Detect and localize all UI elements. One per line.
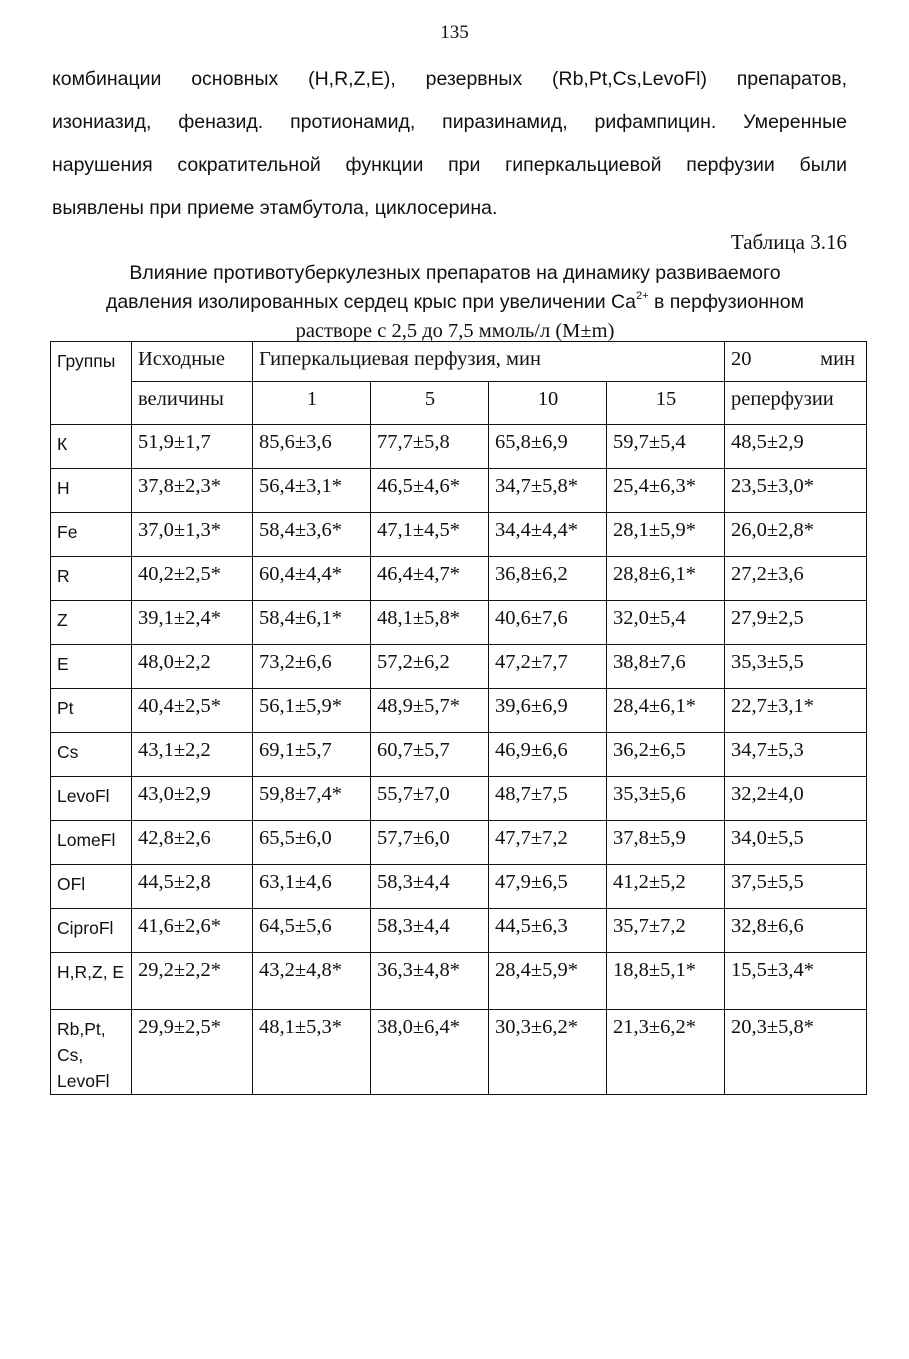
value-cell-t10: 65,8±6,9 [489, 425, 607, 469]
value-cell-t10: 47,9±6,5 [489, 865, 607, 909]
caption-line: растворе с 2,5 до 7,5 ммоль/л (M±m) [295, 320, 615, 342]
header-t15: 15 [607, 382, 725, 425]
value-cell-t5: 36,3±4,8* [371, 953, 489, 1010]
value-cell-t15: 28,8±6,1* [607, 557, 725, 601]
value-cell-t1: 69,1±5,7 [253, 733, 371, 777]
value-cell-t10: 34,7±5,8* [489, 469, 607, 513]
paragraph-line: выявлены при приеме этамбутола, циклосерина. [52, 197, 498, 219]
value-cell-t1: 65,5±6,0 [253, 821, 371, 865]
header-t10: 10 [489, 382, 607, 425]
value-cell-t5: 38,0±6,4* [371, 1010, 489, 1095]
value-cell-initial: 29,2±2,2* [132, 953, 253, 1010]
group-cell: H [51, 469, 132, 513]
value-cell-t15: 59,7±5,4 [607, 425, 725, 469]
value-cell-t1: 56,1±5,9* [253, 689, 371, 733]
caption-text: в перфузионном [648, 291, 805, 313]
value-cell-t15: 28,1±5,9* [607, 513, 725, 557]
table-header-row [51, 342, 867, 382]
value-cell-reperf: 32,8±6,6 [725, 909, 867, 953]
paragraph-line: комбинации основных (H,R,Z,E), резервных (Rb,Pt,Cs,LevoFl) препаратов, [52, 68, 847, 90]
header-reperf-num: 20 [731, 348, 752, 370]
group-cell: E [51, 645, 132, 689]
group-cell: LomeFl [51, 821, 132, 865]
table-row [51, 425, 867, 469]
value-cell-initial: 29,9±2,5* [132, 1010, 253, 1095]
value-cell-reperf: 32,2±4,0 [725, 777, 867, 821]
caption-text: давления изолированных сердец крыс при увеличении Ca [105, 291, 636, 313]
group-cell: R [51, 557, 132, 601]
value-cell-reperf: 48,5±2,9 [725, 425, 867, 469]
value-cell-t1: 73,2±6,6 [253, 645, 371, 689]
value-cell-t10: 47,2±7,7 [489, 645, 607, 689]
table-label: Таблица 3.16 [730, 230, 847, 254]
value-cell-reperf: 35,3±5,5 [725, 645, 867, 689]
value-cell-t5: 46,4±4,7* [371, 557, 489, 601]
group-cell: Cs [51, 733, 132, 777]
table-row [51, 645, 867, 689]
value-cell-t15: 37,8±5,9 [607, 821, 725, 865]
table-caption [40, 259, 870, 346]
value-cell-t15: 38,8±7,6 [607, 645, 725, 689]
value-cell-t10: 44,5±6,3 [489, 909, 607, 953]
caption-line [40, 288, 870, 317]
value-cell-t1: 59,8±7,4* [253, 777, 371, 821]
value-cell-initial: 39,1±2,4* [132, 601, 253, 645]
group-cell: Pt [51, 689, 132, 733]
value-cell-t1: 60,4±4,4* [253, 557, 371, 601]
value-cell-t15: 41,2±5,2 [607, 865, 725, 909]
header-initial-bottom: величины [132, 382, 253, 425]
value-cell-reperf: 23,5±3,0* [725, 469, 867, 513]
table-row [51, 1010, 867, 1095]
header-reperf-top [725, 342, 867, 382]
header-reperf-unit: мин [820, 348, 856, 370]
value-cell-t5: 47,1±4,5* [371, 513, 489, 557]
table-row [51, 909, 867, 953]
table-row [51, 601, 867, 645]
value-cell-t10: 46,9±6,6 [489, 733, 607, 777]
value-cell-t1: 64,5±5,6 [253, 909, 371, 953]
value-cell-reperf: 27,9±2,5 [725, 601, 867, 645]
value-cell-t5: 57,7±6,0 [371, 821, 489, 865]
value-cell-t15: 32,0±5,4 [607, 601, 725, 645]
paragraph-line: нарушения сократительной функции при гиперкальциевой перфузии были [52, 154, 847, 176]
table-row [51, 733, 867, 777]
table-header-row [51, 382, 867, 425]
value-cell-reperf: 27,2±3,6 [725, 557, 867, 601]
value-cell-t10: 48,7±7,5 [489, 777, 607, 821]
value-cell-t10: 30,3±6,2* [489, 1010, 607, 1095]
value-cell-reperf: 22,7±3,1* [725, 689, 867, 733]
value-cell-t1: 85,6±3,6 [253, 425, 371, 469]
value-cell-t5: 48,1±5,8* [371, 601, 489, 645]
table-row [51, 557, 867, 601]
value-cell-initial: 42,8±2,6 [132, 821, 253, 865]
paragraph-line: изониазид, феназид. протионамид, пиразинамид, рифампицин. Умеренные [52, 111, 847, 133]
page-number: 135 [440, 22, 469, 43]
header-reperf-bottom: реперфузии [725, 382, 867, 425]
value-cell-t10: 47,7±7,2 [489, 821, 607, 865]
group-cell: CiproFl [51, 909, 132, 953]
value-cell-t15: 35,7±7,2 [607, 909, 725, 953]
value-cell-reperf: 37,5±5,5 [725, 865, 867, 909]
value-cell-reperf: 26,0±2,8* [725, 513, 867, 557]
header-t1: 1 [253, 382, 371, 425]
value-cell-t10: 40,6±7,6 [489, 601, 607, 645]
group-cell: Rb,Pt, Cs, LevoFl [51, 1010, 132, 1095]
value-cell-t5: 48,9±5,7* [371, 689, 489, 733]
value-cell-t10: 34,4±4,4* [489, 513, 607, 557]
value-cell-t1: 48,1±5,3* [253, 1010, 371, 1095]
value-cell-initial: 37,0±1,3* [132, 513, 253, 557]
caption-superscript: 2+ [636, 290, 649, 302]
header-groups: Группы [51, 342, 132, 425]
table-row [51, 865, 867, 909]
header-hyper: Гиперкальциевая перфузия, мин [253, 342, 725, 382]
table-row [51, 777, 867, 821]
value-cell-initial: 43,1±2,2 [132, 733, 253, 777]
data-table [50, 341, 867, 1095]
group-cell: LevoFl [51, 777, 132, 821]
value-cell-t1: 43,2±4,8* [253, 953, 371, 1010]
value-cell-t5: 58,3±4,4 [371, 865, 489, 909]
header-t5: 5 [371, 382, 489, 425]
value-cell-t1: 56,4±3,1* [253, 469, 371, 513]
value-cell-reperf: 15,5±3,4* [725, 953, 867, 1010]
value-cell-t10: 28,4±5,9* [489, 953, 607, 1010]
value-cell-t5: 46,5±4,6* [371, 469, 489, 513]
value-cell-t5: 57,2±6,2 [371, 645, 489, 689]
value-cell-initial: 40,2±2,5* [132, 557, 253, 601]
value-cell-t10: 36,8±6,2 [489, 557, 607, 601]
value-cell-t5: 58,3±4,4 [371, 909, 489, 953]
value-cell-t1: 58,4±6,1* [253, 601, 371, 645]
value-cell-initial: 37,8±2,3* [132, 469, 253, 513]
group-cell: OFl [51, 865, 132, 909]
table-row [51, 513, 867, 557]
value-cell-t5: 77,7±5,8 [371, 425, 489, 469]
value-cell-initial: 51,9±1,7 [132, 425, 253, 469]
value-cell-reperf: 34,7±5,3 [725, 733, 867, 777]
value-cell-t15: 18,8±5,1* [607, 953, 725, 1010]
value-cell-reperf: 20,3±5,8* [725, 1010, 867, 1095]
value-cell-initial: 48,0±2,2 [132, 645, 253, 689]
group-cell: К [51, 425, 132, 469]
value-cell-t15: 28,4±6,1* [607, 689, 725, 733]
value-cell-t15: 36,2±6,5 [607, 733, 725, 777]
value-cell-t15: 25,4±6,3* [607, 469, 725, 513]
value-cell-initial: 40,4±2,5* [132, 689, 253, 733]
group-cell: Fe [51, 513, 132, 557]
value-cell-t1: 63,1±4,6 [253, 865, 371, 909]
header-initial-top: Исходные [132, 342, 253, 382]
value-cell-t15: 21,3±6,2* [607, 1010, 725, 1095]
value-cell-initial: 44,5±2,8 [132, 865, 253, 909]
group-cell: H,R,Z, E [51, 953, 132, 1010]
value-cell-reperf: 34,0±5,5 [725, 821, 867, 865]
table-row [51, 953, 867, 1010]
value-cell-t5: 60,7±5,7 [371, 733, 489, 777]
value-cell-t15: 35,3±5,6 [607, 777, 725, 821]
value-cell-t10: 39,6±6,9 [489, 689, 607, 733]
body-paragraph [52, 58, 847, 230]
table-row [51, 821, 867, 865]
value-cell-t5: 55,7±7,0 [371, 777, 489, 821]
caption-line: Влияние противотуберкулезных препаратов на динамику развиваемого [129, 262, 781, 284]
group-cell: Z [51, 601, 132, 645]
table-row [51, 469, 867, 513]
value-cell-t1: 58,4±3,6* [253, 513, 371, 557]
value-cell-initial: 43,0±2,9 [132, 777, 253, 821]
table-row [51, 689, 867, 733]
value-cell-initial: 41,6±2,6* [132, 909, 253, 953]
